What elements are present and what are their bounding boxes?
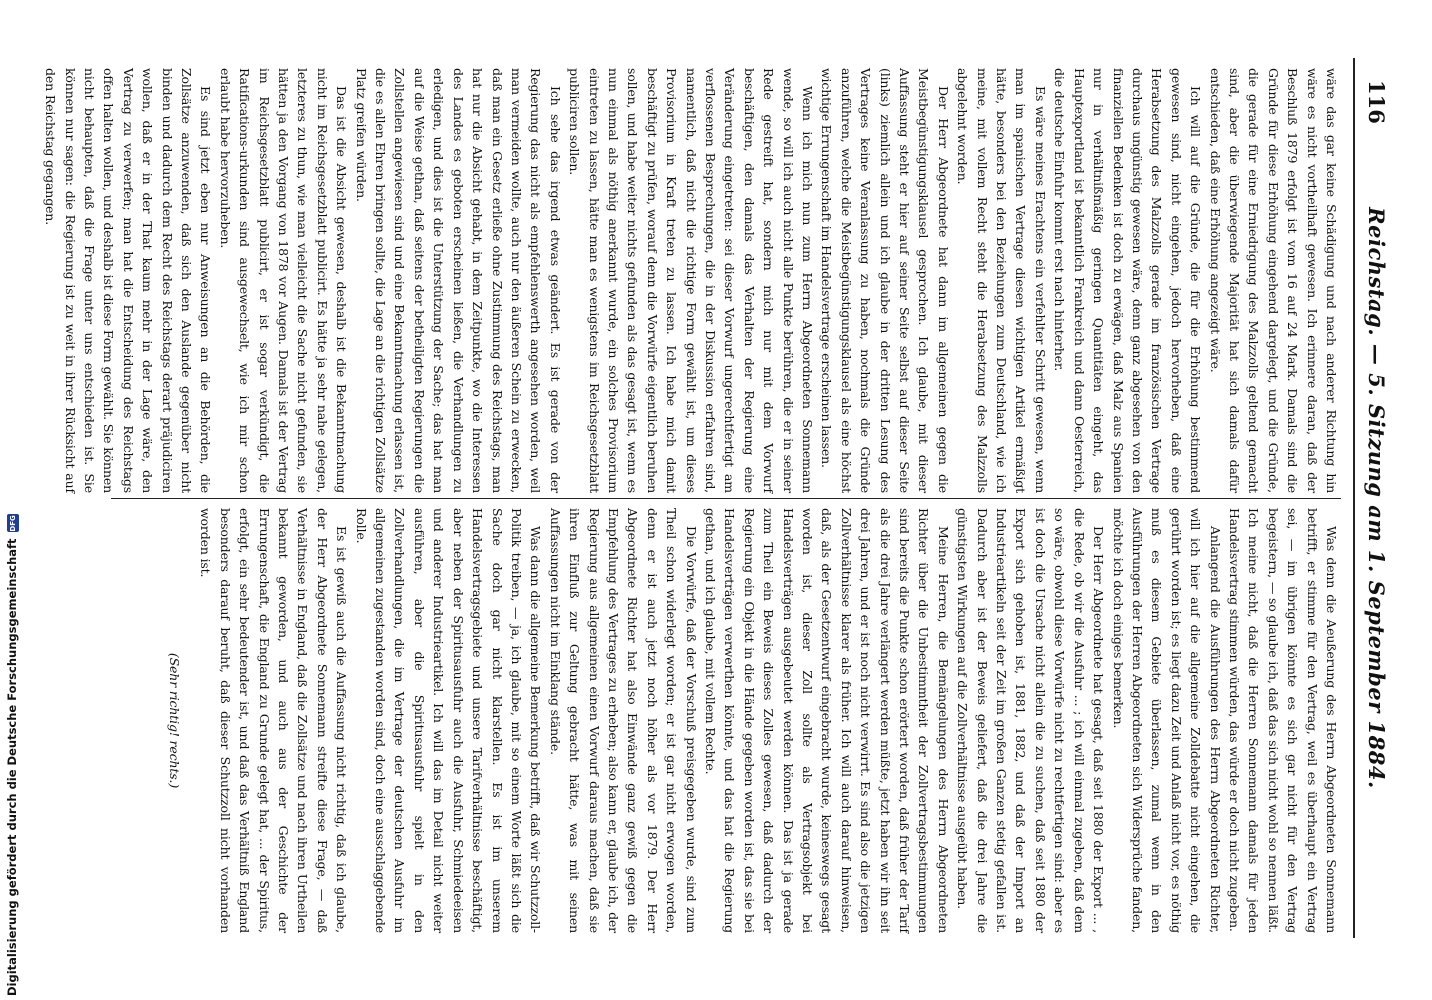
left-paragraph: Es wäre meines Erachtens ein verfehlter Schritt gewesen, wenn man im spanischen Vertrage diesen wichtigen Artikel ermäßigt hätte, besonders bei den Beziehungen zum Deutschland, wie ich meine, mit vollem Recht steht die Herabsetzung des Malzzolls abgelehnt worden. [955,68,1048,493]
right-paragraph: Anlangend die Ausführungen des Herrn Abgeordneten Richter, will ich hier auf die allgemeine Zolldebatte nicht eingehen, die gerührt worden ist; es liegt dazu Zeit und Anlaß nicht vor, es nöthig muß es diesem Gebiete überlassen, zumal wenn in den Ausführungen der Herren Abgeordneten sich Widersprüche fanden, möchte ich doch einiges bemerken. [1110,508,1223,933]
digitization-note-text: Digitalisierung gefördert durch die Deutsche Forschungsgemeinschaft [5,538,19,996]
dfg-logo-icon: DFG [8,515,17,532]
left-paragraph: Ich will auf die Gründe, die für die Erhöhung bestimmend gewesen sind, nicht eingehen, jedoch hervorheben, daß eine Herabsetzung des Malzzolls gerade im französischen Vertrage durchaus ungünstig gewesen wäre, denn ganz abgesehen von den finanziellen Bedenken ist doch zu erwägen, daß Malz aus Spanien nur in verhältnißmäßig geringen Quantitäten eingeht, das Hauptexportland ist bekanntlich Frankreich und dann Oesterreich, die deutsche Einfuhr kommt erst nach hinterher. [1052,68,1204,493]
rotated-scan-page [43,58,1393,938]
closing-remark: (Sehr richtig! rechts.) [167,652,183,789]
page-header [1359,58,1393,938]
left-paragraph: Das ist die Absicht gewesen, deshalb ist die Bekanntmachung nicht im Reichsgesetzblatt publicirt. Es hätte ja sehr nahe gelegen, letzteres zu thun, wie man vielleicht die Sache nicht gefunden, sie hätten ja den Vorgang von 1878 vor Augen. Damals ist der Vertrag im Reichsgesetzblatt publicirt, er ist sogar verkündigt, die Ratifications-urkunden sind ausgewechselt, wie ich mir schon erlaubt habe hervorzuheben. [217,68,350,493]
left-column [43,68,1341,493]
right-paragraph: Meine Herren, die Bemängelungen des Herrn Abgeordneten Richter über die Unbestimmtheit der Zollvertragsbestimmungen sind bereits die Punkte schon erörtert worden, daß früher der Tarif als die drei Jahre verlängert werden müßte, jetzt haben wir ihn seit drei Jahren, und er ist noch nicht verwirrt. Es sind also die jetzigen Zollverhältnisse klarer als früher. Ich will auch darauf hinweisen, daß, als der Gesetzentwurf eingebracht wurde, keineswegs gesagt worden ist, dieser Zoll sollte als Vertragsobjekt bei Handelsverträgen ausgebeutet werden können. Das ist ja gerade zum Theil ein Beweis dieses Zolles gewesen, daß dadurch der Regierung ein Objekt in die Hände gegeben worden ist, das sie bei Handelsverträgen verwerthen könnte, und das hat die Regierung gethan, und ich glaube, mit vollem Rechte. [703,508,951,933]
running-title: Reichstag. — 5. Sitzung am 1. September 1884. [1364,207,1389,789]
right-paragraph: Die Vorwürfe, daß der Vorschuß preisgegeben wurde, sind zum Theil schon widerlegt worden; er ist gar nicht erwogen worden, denn er ist auch jetzt noch höher als vor 1879. Der Herr Abgeordnete Richter hat also Einwände ganz gewiß gegen die Empfehlung des Vertrages zu erheben; also kann er, glaube ich, der Regierung aus allgemeinen einen Vorwurf daraus machen, daß sie ihren Einfluß zur Geltung gebracht hätte, was mit seinen Auffassungen nicht im Einklang stände. [547,508,699,933]
left-paragraph: Wenn ich mich nun zum Herrn Abgeordneten Sonnemann wende, so will ich auch nicht alle Punkte berühren, die er in seiner Rede gestreift hat, sondern mich nur mit dem Vorwurf beschäftigen, den damals das Verhalten der Regierung eine Veränderung eingetreten: sei dieser Vorwurf ungerechtfertigt am verflossenen Besprechungen, die in der Diskussion erfahren sind, namentlich, daß nicht die richtige Form gewählt ist, um dieses Provisorium in Kraft treten zu lassen. Ich habe mich damit beschäftigt zu prüfen, worauf denn die Vorwürfe eigentlich beruhen sollen, und habe weiter nichts gefunden als das gesagt ist, wenn es nun einmal als nöthig anerkannt wurde, ein solches Provisorium eintreten zu lassen, hätte man es wenigstens im Reichsgesetzblatt publiciren sollen. [567,68,816,493]
right-paragraph: Was denn die Aeußerung des Herrn Abgeordneten Sonnemann betrifft, er stimme für den Vertrag, weil es überhaupt ein Vertrag sei, — im übrigen könnte es sich gar nicht für den Vertrag begeistern, — so glaube ich, daß das sich nicht wohl so nennen läßt. Ich meine nicht, daß die Herren Sonnemann damals für jeden Handelsvertrag stimmen würden, das würde er doch nicht zugeben. [1226,508,1339,933]
left-paragraph: Der Herr Abgeordnete hat dann im allgemeinen gegen die Meistbegünstigungsklausel gesprochen. Ich glaube, mit dieser Auffassung steht er hier auf seiner Seite selbst auf dieser Seite (links) ziemlich allein und ich glaube in der dritten Lesung des Vertrages keine Veranlassung zu haben, nochmals die Gründe anzuführen, welche die Meistbegünstigungsklausel als eine höchst wichtige Errungenschaft im Handelsvertrage erscheinen lassen. [819,68,951,493]
left-paragraph: Ich sehe das irgend etwas geändert. Es ist gerade von der Regierung das nicht als empfehlenswerth angesehen worden, weil man vermeiden wollte, auch nur den äußeren Schein zu erwecken, daß man ein Gesetz erließe ohne Zustimmung des Reichstags, man hat nur die Absicht gehabt, in dem Zeitpunkte, wo die Interessen des Landes es geboten erscheinen ließen, die Verhandlungen zu erledigen, und dies ist die Unterstützung der Sache; das hat man auf die Weise gethan, daß seitens der betheiligten Regierungen die Zollstellen angewiesen sind und eine Bekanntmachung erlassen ist, die es allen Ehren bringen sollte, die Lage an die richtigen Zollsätze Platz greifen würden. [353,68,563,493]
right-column [106,508,1341,933]
column-divider [111,498,1341,499]
right-paragraph: Der Herr Abgeordnete hat gesagt, daß seit 1880 der Export ... , die Rede, ob wir die Ausfuhr ... ; ich will einmal zugeben, daß dem so wäre, obwohl diese Vorwürfe nicht zu rechtfertigen sind: aber es ist doch die Ursache nicht allein die zu suchen, daß seit 1880 der Export sich gehoben ist, 1881, 1882, und daß der Import an Industrieartikeln seit der Zeit im großen Ganzen stetig gefallen ist. Dadurch aber ist der Beweis geliefert, daß die drei Jahre die günstigsten Wirkungen auf die Zollverhältnisse ausgeübt haben. [955,508,1107,933]
header-rule [1353,58,1355,938]
left-paragraph: Es sind jetzt eben nur Anweisungen an die Behörden, die Zollsätze anzuwenden, daß sich den Auslande gegenüber nicht binden und dadurch dem Recht des Reichstags derart präjudiciren wollen, daß er in der That kaum mehr in der Lage wäre, den Vertrag zu verwerfen; man hat die Entscheidung des Reichstags offen halten wollen, und deshalb ist diese Form gewählt. Sie können nicht behaupten, daß die Frage unter uns entschieden ist. Sie können nur sagen: die Regierung ist zu weit in ihrer Rücksicht auf den Reichstag gegangen. [43,68,214,493]
page-number: 116 [1364,80,1389,124]
left-paragraph: wäre das gar keine Schädigung und nach anderer Richtung hin wäre es nicht vortheilhaft gewesen. Ich erinnere daran, daß der Beschluß 1879 erfolgt ist vom 16 auf 24 Mark. Damals sind die Gründe für diese Erhöhung eingehend dargelegt, und die Gründe, die gerade für eine Erniedrigung des Malzzolls geltend gemacht sind, aber die überwiegende Majorität hat sich damals dafür entschieden, daß eine Erhöhung angezeigt wäre. [1207,68,1339,493]
digitization-note [3,514,21,996]
right-paragraph: Was dann die allgemeine Bemerkung betrifft, daß wir Schutzzoll-Politik treiben, — ja, ich glaube, mit so einem Worte läßt sich die Sache doch gar nicht klarstellen. Es ist im unserem Handelsvertragsgebiete und unsere Tarifverhältnisse beschäftigt, aber neben der Spiritusausfuhr auch die Ausfuhr, Schmiedeeisen und anderer Industrieartikel. Ich will das im Detail nicht weiter ausführen, aber die Spiritusausfuhr spielt in den Zollverhandlungen, die im Vertrage der deutschen Ausfuhr im allgemeinen zugestanden worden sind, doch eine ausschlaggebende Rolle. [353,508,544,934]
right-paragraph: Es ist gewiß auch die Auffassung nicht richtig, daß ich glaube, der Herr Abgeordnete Sonnemann streifte diese Frage, — daß Verhältnisse in England, daß die Zollsätze und nach ihren Urtheilen bekannt geworden, und auch aus der Geschichte der Errungenschaft, die England zu Grunde gelegt hat, ... der Spiritus, erfolgt, ein sehr bedeutender ist, und daß das Verhältniß England besonders darauf beruht, daß dieser Schutzzoll nicht vorhanden worden ist. [198,508,350,933]
